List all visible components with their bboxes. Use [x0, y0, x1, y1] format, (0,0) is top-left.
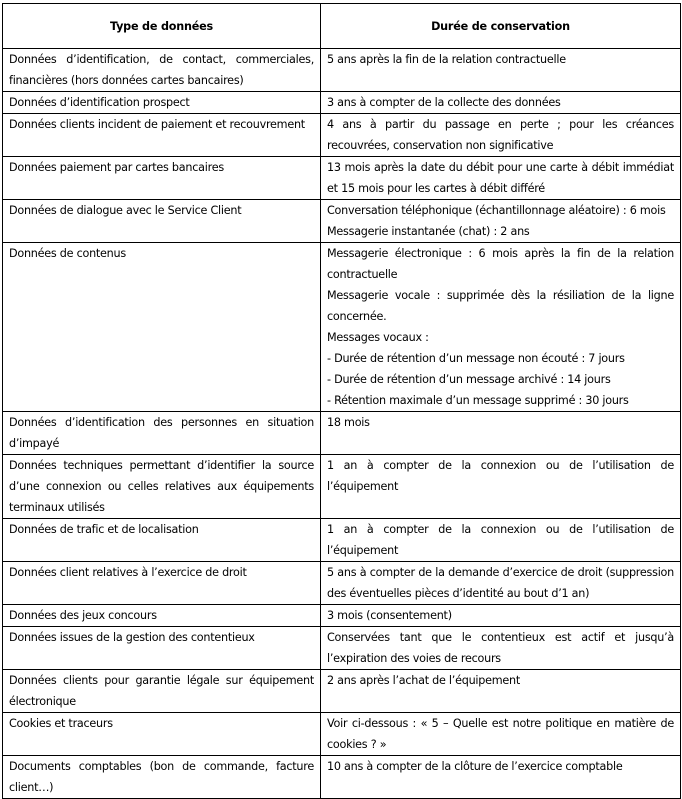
duration-cell [321, 756, 681, 799]
duration-line: 1 an à compter de la connexion ou de l’utilisation de l’équipement [327, 523, 674, 557]
duration-cell [321, 670, 681, 713]
data-type-cell: Données d’identification prospect [3, 92, 321, 114]
duration-line: - Rétention maximale d’un message supprimé : 30 jours [327, 394, 629, 407]
table-row [3, 114, 681, 157]
duration-cell [321, 114, 681, 157]
duration-cell [321, 562, 681, 605]
duration-cell [321, 713, 681, 756]
duration-line: Messagerie instantanée (chat) : 2 ans [327, 225, 530, 238]
table-row [3, 756, 681, 799]
data-type-cell: Données techniques permettant d’identifier la source d’une connexion ou celles relatives aux équipements terminaux utilisés [3, 455, 321, 519]
table-row [3, 243, 681, 412]
duration-line: 2 ans après l’achat de l’équipement [327, 674, 521, 687]
table-row [3, 200, 681, 243]
table-row [3, 670, 681, 713]
duration-line: - Durée de rétention d’un message archivé : 14 jours [327, 373, 611, 386]
duration-cell [321, 92, 681, 114]
duration-line: 1 an à compter de la connexion ou de l’utilisation de l’équipement [327, 459, 674, 493]
data-type-cell: Données de trafic et de localisation [3, 519, 321, 562]
duration-cell [321, 412, 681, 455]
duration-line: 18 mois [327, 416, 370, 429]
duration-line: Messagerie vocale : supprimée dès la résiliation de la ligne concernée. [327, 289, 674, 323]
data-type-cell: Données de dialogue avec le Service Client [3, 200, 321, 243]
data-type-cell: Données issues de la gestion des contentieux [3, 627, 321, 670]
table-row [3, 627, 681, 670]
table-header-row [3, 4, 681, 49]
duration-cell [321, 243, 681, 412]
table-row [3, 412, 681, 455]
table-row [3, 49, 681, 92]
data-type-cell: Données d’identification des personnes en situation d’impayé [3, 412, 321, 455]
table-row [3, 519, 681, 562]
table-row [3, 713, 681, 756]
duration-line: 3 ans à compter de la collecte des données [327, 96, 561, 109]
duration-cell [321, 200, 681, 243]
data-type-cell: Documents comptables (bon de commande, facture client…) [3, 756, 321, 799]
table-row [3, 455, 681, 519]
duration-line: Messages vocaux : [327, 331, 429, 344]
duration-line: 13 mois après la date du débit pour une carte à débit immédiat et 15 mois pour les cartes à débit différé [327, 161, 674, 195]
data-type-cell: Données paiement par cartes bancaires [3, 157, 321, 200]
data-type-cell: Cookies et traceurs [3, 713, 321, 756]
data-type-cell: Données client relatives à l’exercice de droit [3, 562, 321, 605]
table-row [3, 605, 681, 627]
duration-line: Messagerie électronique : 6 mois après la fin de la relation contractuelle [327, 247, 674, 281]
duration-cell [321, 157, 681, 200]
duration-cell [321, 627, 681, 670]
duration-line: 3 mois (consentement) [327, 609, 452, 622]
duration-line: Voir ci-dessous : « 5 – Quelle est notre politique en matière de cookies ? » [327, 717, 674, 751]
duration-line: 5 ans à compter de la demande d’exercice de droit (suppression des éventuelles pièces d’identité au bout d’1 an) [327, 566, 674, 600]
data-type-cell: Données d’identification, de contact, commerciales, financières (hors données cartes bancaires) [3, 49, 321, 92]
retention-table [2, 3, 681, 799]
duration-cell [321, 519, 681, 562]
duration-line: 4 ans à partir du passage en perte ; pour les créances recouvrées, conservation non significative [327, 118, 674, 152]
duration-line: 10 ans à compter de la clôture de l’exercice comptable [327, 760, 623, 773]
duration-line: Conservées tant que le contentieux est actif et jusqu’à l’expiration des voies de recours [327, 631, 674, 665]
data-type-cell: Données des jeux concours [3, 605, 321, 627]
duration-cell [321, 605, 681, 627]
duration-line: Conversation téléphonique (échantillonnage aléatoire) : 6 mois [327, 204, 666, 217]
duration-line: 5 ans après la fin de la relation contractuelle [327, 53, 566, 66]
table-row [3, 92, 681, 114]
table-row [3, 157, 681, 200]
duration-cell [321, 455, 681, 519]
duration-line: - Durée de rétention d’un message non écouté : 7 jours [327, 352, 625, 365]
duration-cell [321, 49, 681, 92]
data-type-cell: Données clients incident de paiement et recouvrement [3, 114, 321, 157]
header-retention-duration: Durée de conservation [321, 4, 681, 49]
header-data-type: Type de données [3, 4, 321, 49]
data-type-cell: Données de contenus [3, 243, 321, 412]
table-row [3, 562, 681, 605]
data-type-cell: Données clients pour garantie légale sur équipement électronique [3, 670, 321, 713]
